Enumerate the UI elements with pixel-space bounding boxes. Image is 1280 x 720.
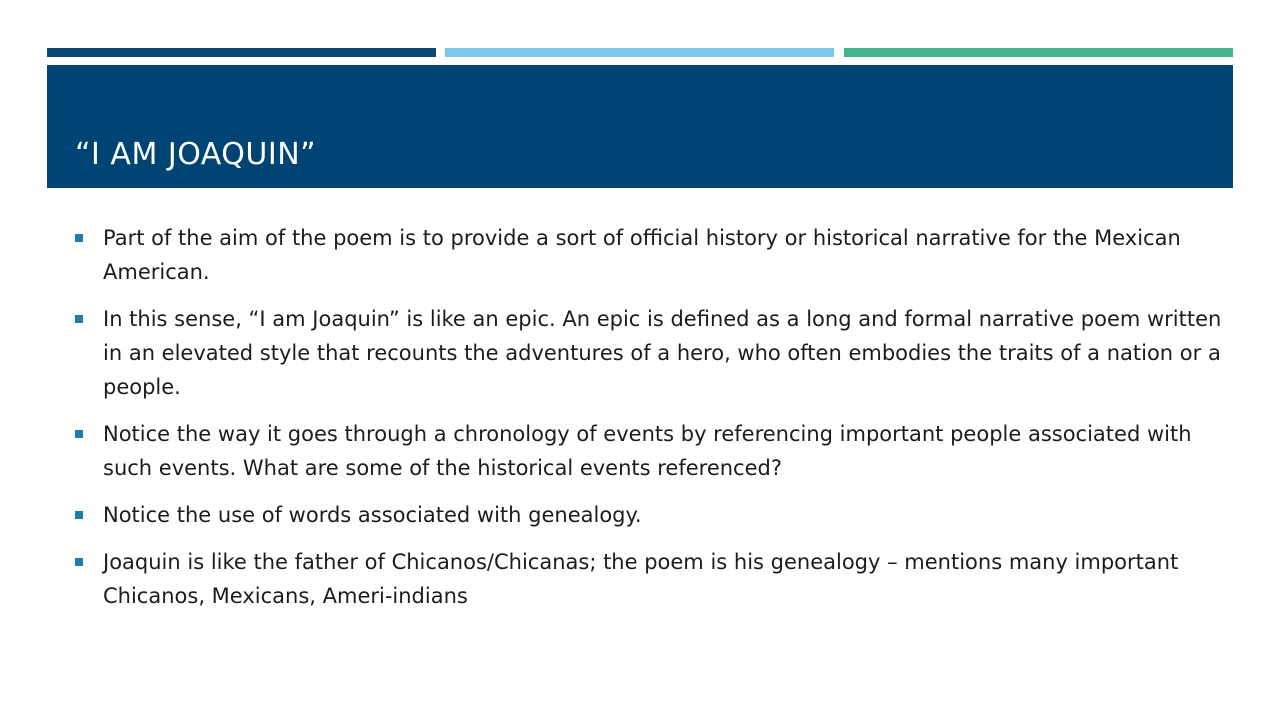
title-band [47, 65, 1233, 188]
bullet-item [75, 417, 1225, 485]
square-bullet-icon [75, 234, 83, 242]
bullet-text: Notice the use of words associated with genealogy. [103, 503, 642, 527]
accent-bar-green [844, 48, 1233, 57]
square-bullet-icon [75, 511, 83, 519]
slide-title: “I AM JOAQUIN” [75, 137, 317, 172]
square-bullet-icon [75, 430, 83, 438]
bullet-item [75, 545, 1225, 613]
accent-bar-light-blue [445, 48, 834, 57]
bullet-item [75, 302, 1225, 404]
bullet-item [75, 498, 1225, 532]
accent-bar-dark-blue [47, 48, 436, 57]
square-bullet-icon [75, 315, 83, 323]
bullet-item [75, 221, 1225, 289]
bullet-list [75, 221, 1225, 626]
bullet-text: Joaquin is like the father of Chicanos/Chicanas; the poem is his genealogy – mentions many important Chicanos, Mexicans, Ameri-indians [103, 550, 1179, 608]
bullet-text: Notice the way it goes through a chronology of events by referencing important people associated with such events. What are some of the historical events referenced? [103, 422, 1192, 480]
bullet-text: In this sense, “I am Joaquin” is like an epic. An epic is defined as a long and formal narrative poem written in an elevated style that recounts the adventures of a hero, who often embodies the traits of a nation or a people. [103, 307, 1222, 399]
bullet-text: Part of the aim of the poem is to provide a sort of official history or historical narrative for the Mexican American. [103, 226, 1181, 284]
square-bullet-icon [75, 558, 83, 566]
